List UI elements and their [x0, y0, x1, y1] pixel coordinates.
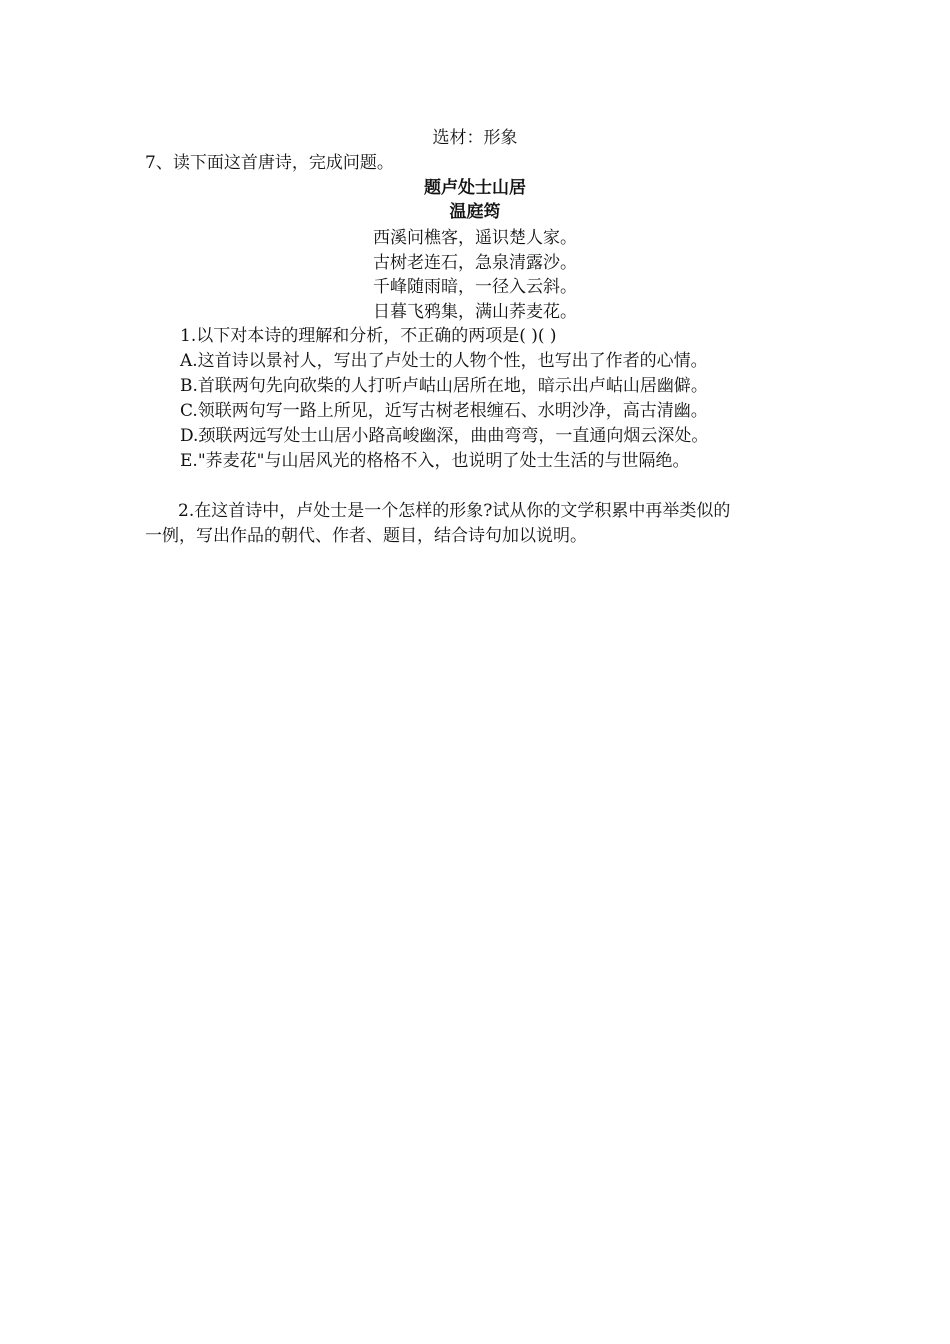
option-a: A.这首诗以景衬人，写出了卢处士的人物个性，也写出了作者的心情。 [180, 351, 708, 371]
option-c: C.领联两句写一路上所见，近写古树老根缠石、水明沙净，高古清幽。 [180, 401, 708, 421]
question-intro: 7、读下面这首唐诗，完成问题。 [145, 153, 394, 173]
question-2-line-1: 2.在这首诗中，卢处士是一个怎样的形象?试从你的文学积累中再举类似的 [178, 501, 731, 521]
poem-title: 题卢处士山居 [424, 178, 526, 198]
topic-heading: 选材：形象 [432, 128, 518, 148]
poem-line: 日暮飞鸦集，满山荞麦花。 [373, 302, 577, 322]
poem-author: 温庭筠 [449, 202, 501, 222]
question-1-stem: 1.以下对本诗的理解和分析，不正确的两项是( )( ) [180, 326, 557, 346]
option-b: B.首联两句先向砍柴的人打听卢岵山居所在地，暗示出卢岵山居幽僻。 [180, 376, 708, 396]
option-e: E."荞麦花"与山居风光的格格不入，也说明了处士生活的与世隔绝。 [180, 451, 690, 471]
option-d: D.颈联两远写处士山居小路高峻幽深，曲曲弯弯，一直通向烟云深处。 [180, 426, 709, 446]
poem-line: 千峰随雨暗，一径入云斜。 [373, 277, 577, 297]
poem-line: 西溪问樵客，遥识楚人家。 [373, 228, 577, 248]
poem-line: 古树老连石，急泉清露沙。 [373, 253, 577, 273]
question-2-line-2: 一例，写出作品的朝代、作者、题目，结合诗句加以说明。 [145, 526, 587, 546]
